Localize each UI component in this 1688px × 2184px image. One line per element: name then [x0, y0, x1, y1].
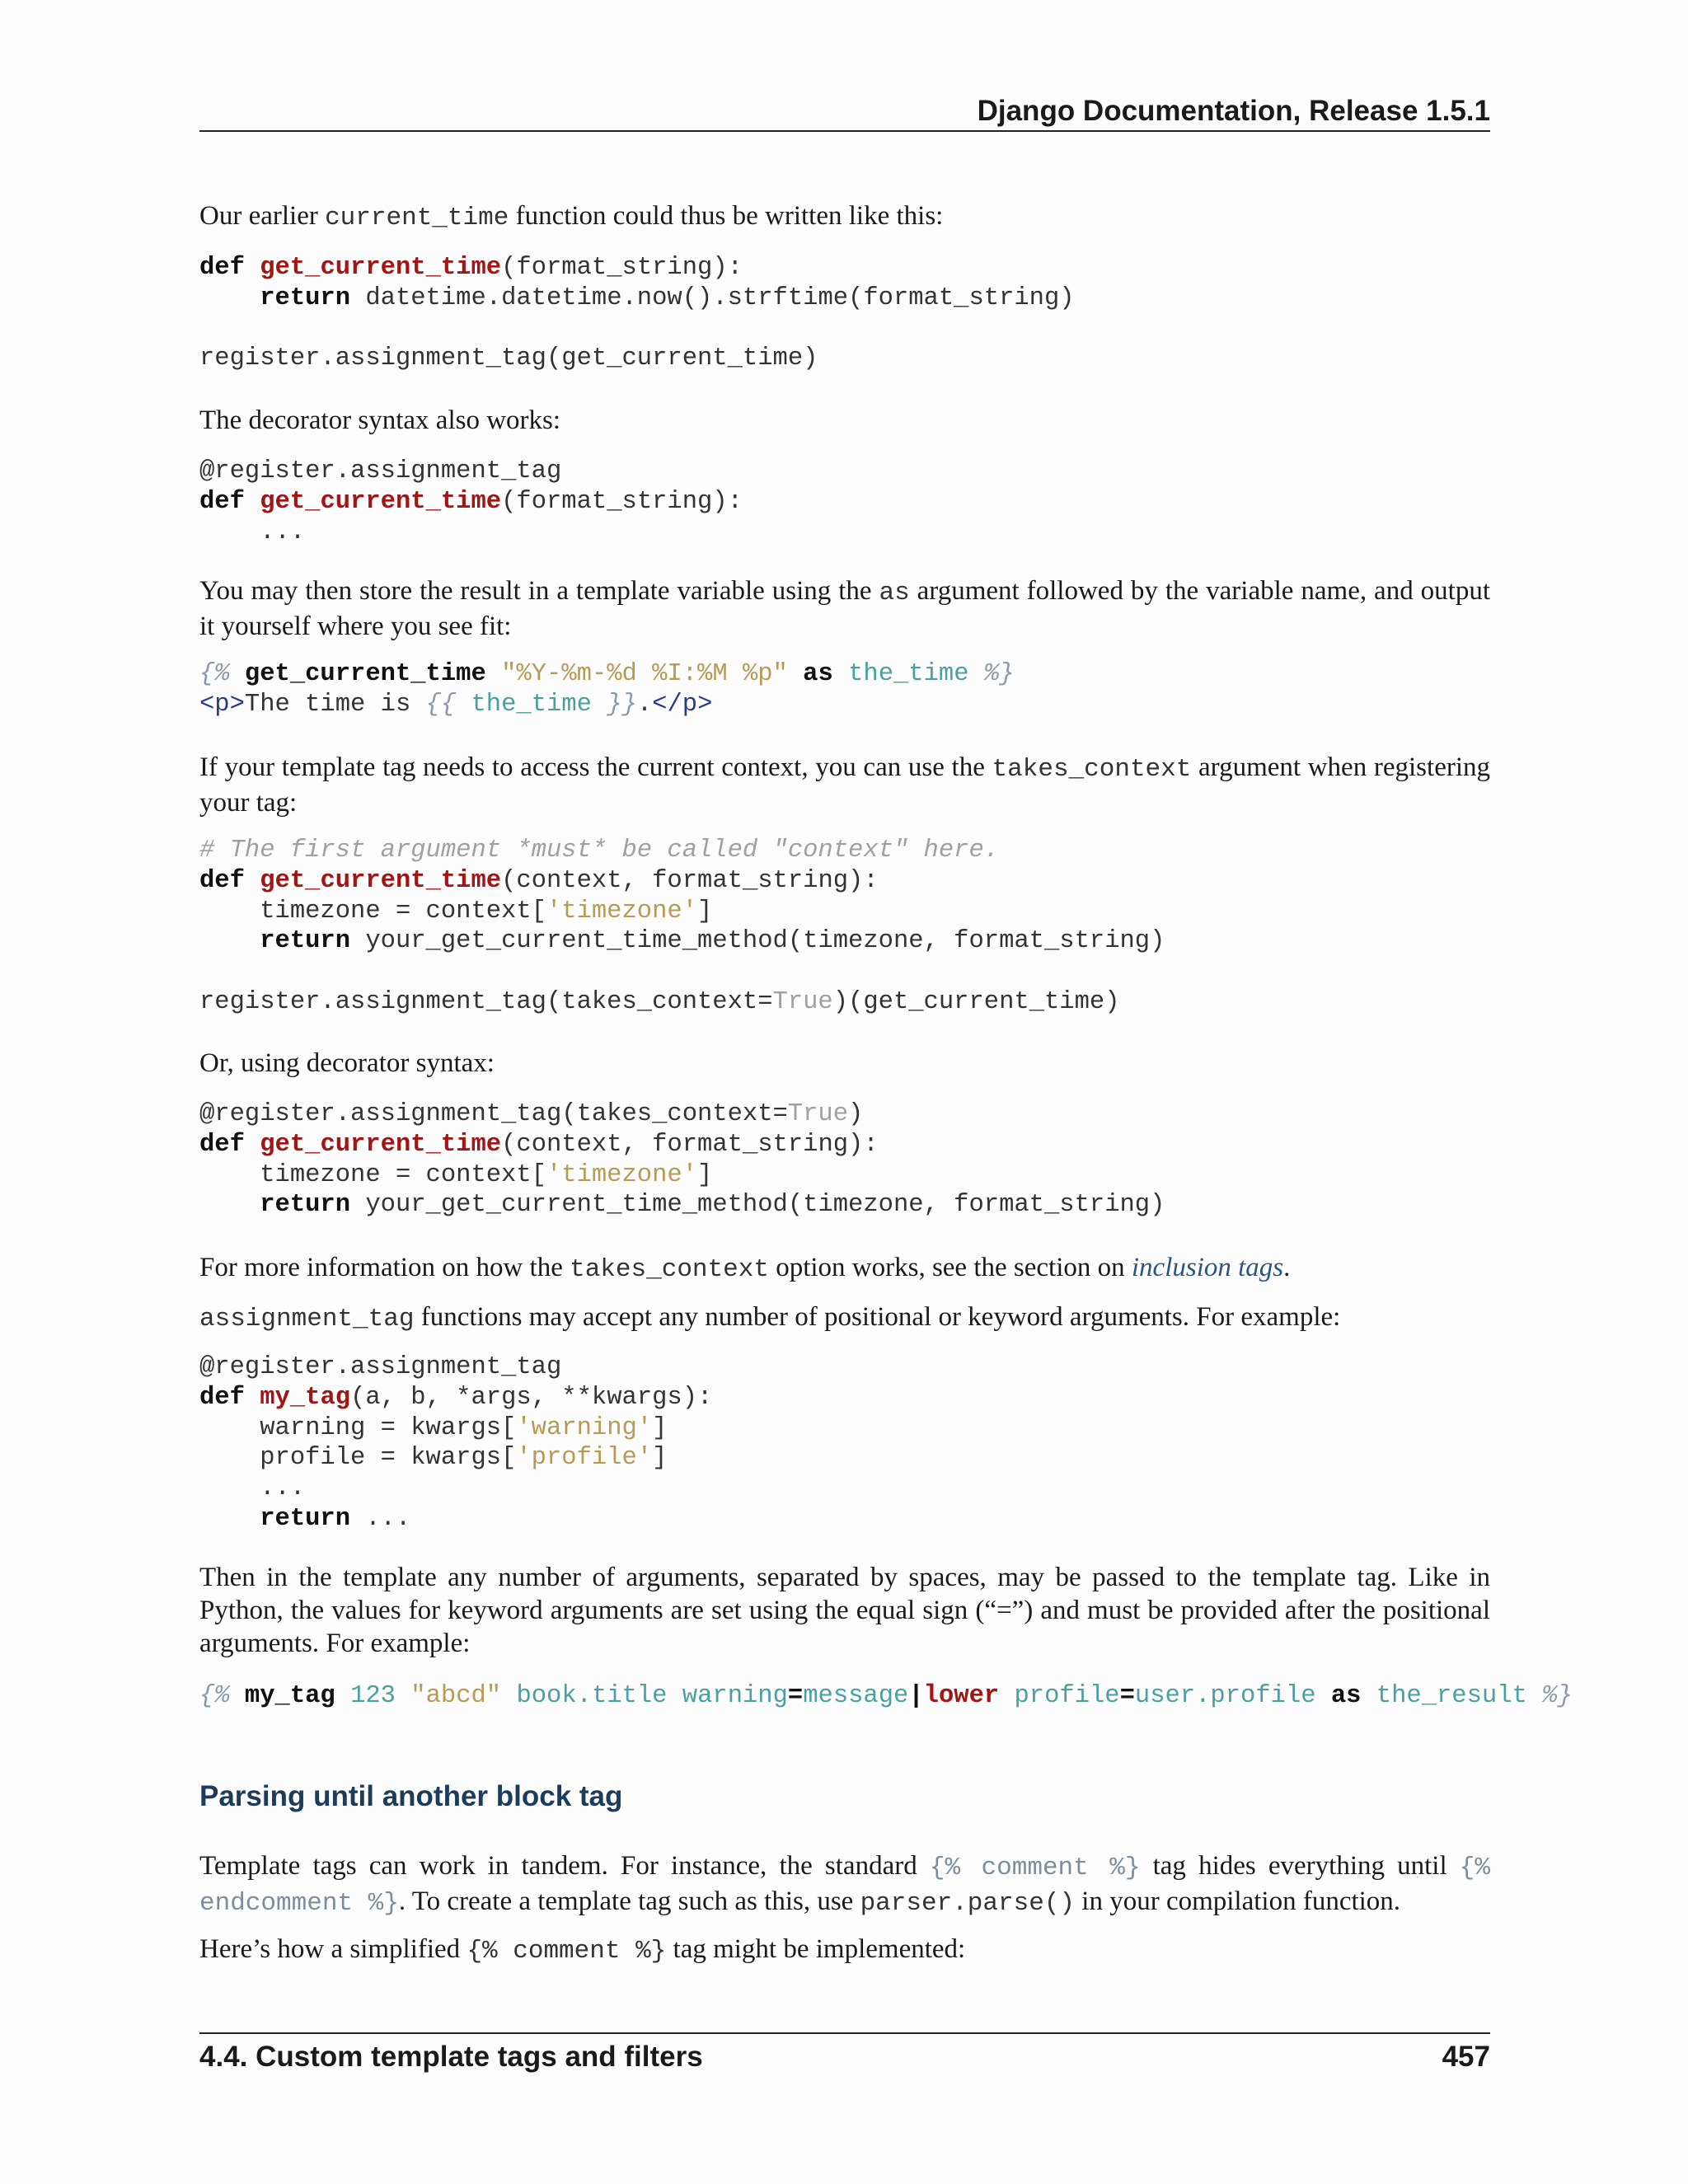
code-block-my-tag: @register.assignment_tag def my_tag(a, b, *args, **kwargs): warning = kwargs['warning'] profile = kwargs['profile'] ... return ... — [199, 1353, 713, 1533]
paragraph-template-args: Then in the template any number of arguments, separated by spaces, may be passed to the template tag. Like in Python, the values for keyword arguments are set using the equal sign (“=”) and must be provided after the positional arguments. For example: — [199, 1563, 1490, 1658]
running-footer — [199, 2032, 1490, 2074]
paragraph-decorator-syntax: Or, using decorator syntax: — [199, 1048, 495, 1078]
page-number: 457 — [1442, 2041, 1490, 2073]
code-block-decorator: @register.assignment_tag def get_current_time(format_string): ... — [199, 457, 743, 546]
paragraph-more-info: For more information on how the takes_context option works, see the section on inclusion tags. — [199, 1253, 1291, 1284]
code-block-function: def get_current_time(format_string): return datetime.datetime.now().strftime(format_string) register.assignment_tag(get_current_time) — [199, 254, 1075, 373]
paragraph-tandem: Template tags can work in tandem. For instance, the standard {% comment %} tag hides everything until {% endcomment %}. To create a template tag such as this, use parser.parse() in your compilation function. — [199, 1851, 1490, 1918]
footer-section: 4.4. Custom template tags and filters — [199, 2041, 703, 2073]
paragraph-intro: Our earlier current_time function could thus be written like this: — [199, 201, 944, 232]
paragraph-simplified: Here’s how a simplified {% comment %} tag might be implemented: — [199, 1934, 966, 1966]
code-block-decorator-context: @register.assignment_tag(takes_context=True) def get_current_time(context, format_string): timezone = context['timezone'] return your_get_current_time_method(timezone, format_string) — [199, 1100, 1165, 1220]
code-block-takes-context: # The first argument *must* be called "context" here. def get_current_time(context, format_string): timezone = context['timezone'] return your_get_current_time_method(timezone, format_string) register.assignment_tag(takes_context=True)(get_current_time) — [199, 837, 1165, 1016]
paragraph-arguments: assignment_tag functions may accept any number of positional or keyword arguments. For example: — [199, 1302, 1341, 1333]
code-block-my-tag-usage: {% my_tag 123 "abcd" book.title warning=message|lower profile=user.profile as the_result %} — [199, 1682, 1573, 1710]
paragraph-context: If your template tag needs to access the current context, you can use the takes_context argument when registering your tag: — [199, 752, 1490, 818]
running-header: Django Documentation, Release 1.5.1 — [199, 92, 1490, 132]
inclusion-tags-link[interactable]: inclusion tags — [1131, 1253, 1284, 1282]
code-block-template: {% get_current_time "%Y-%m-%d %I:%M %p" as the_time %} <p>The time is {{ the_time }}.</p> — [199, 660, 1015, 719]
paragraph-decorator: The decorator syntax also works: — [199, 405, 561, 435]
paragraph-store-result: You may then store the result in a template variable using the as argument followed by the variable name, and output it yourself where you see fit: — [199, 576, 1490, 641]
inline-code: current_time — [325, 204, 509, 232]
section-heading: Parsing until another block tag — [199, 1780, 623, 1812]
